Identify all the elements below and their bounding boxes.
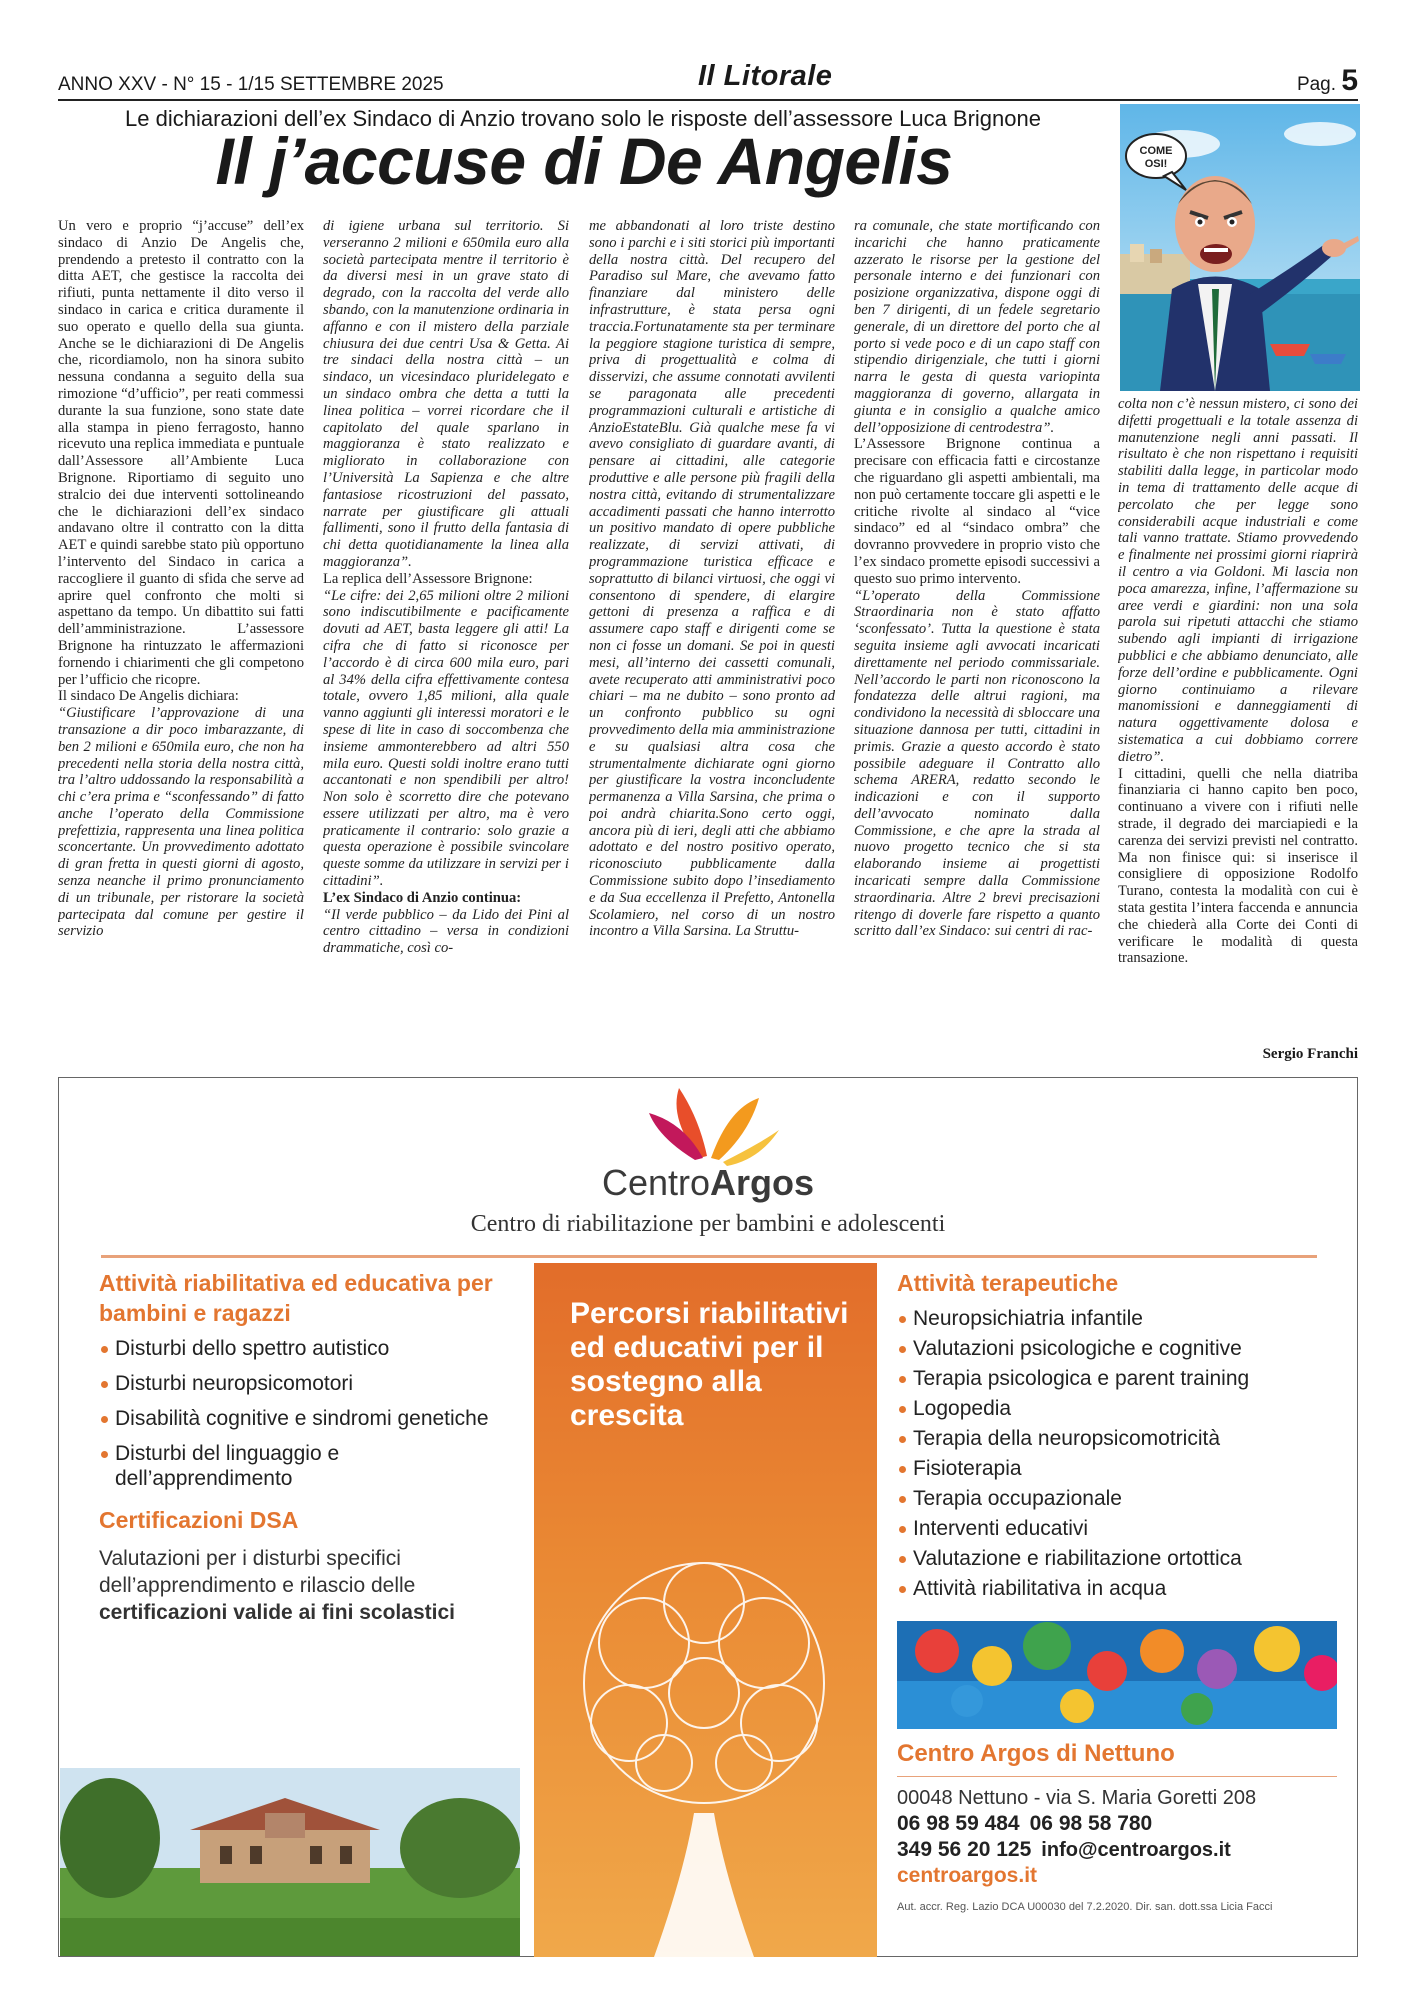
list-item: Disturbi neuropsicomotori [99, 1371, 519, 1396]
page-number-value: 5 [1341, 64, 1358, 97]
article-column-4 [854, 218, 1100, 1062]
accreditation-note: Aut. accr. Reg. Lazio DCA U00030 del 7.2.2020. Dir. san. dott.ssa Licia Facci [897, 1901, 1273, 1913]
article-quote: ra comunale, che state mortificando con incarichi che hanno praticamente azzerato le risorse per la gestione del personale interno e dei funzionari con posizione organizzativa, dispone oggi di ben 7 dirigenti, di un fedele segretario generale, di un direttore del porto che al porto si vede poco e di un capo staff con stipendio dirigenziale, che tutti i giorni narra le gesta di questa variopinta maggioranza di governo, allargata in giunta e in consiglio a qualche amico dell’opposizione di centrodestra”. [854, 218, 1100, 436]
contact-phones [897, 1811, 1337, 1837]
contact-heading: Centro Argos di Nettuno [897, 1740, 1175, 1767]
article-quote: “L’operato della Commissione Straordinaria non è stato affatto ‘sconfessato’. Tutta la questione è stata seguita insieme agli avvocati incaricati direttamente nel periodo commissariale. Nell’accordo le parti non riconoscono la fondatezza delle altrui ragioni, ma condividono la necessità di sbloccare una situazione dannosa per tutti, cittadini in primis. Grazie a questo accordo è stato possibile adeguare il Contratto allo schema ARERA, redatto secondo le indicazioni e con il supporto dell’avvocato nominato dalla Commissione, e che apre la strada al nuovo progetto tecnico che si sta elaborando insieme ai progettisti incaricati sempre dalla Commissione straordinaria. Altre 2 brevi precisazioni ritengo di doverle fare rispetto a quanto scritto dall’ex Sindaco: sui centri di rac- [854, 587, 1100, 940]
list-item: Terapia psicologica e parent training [897, 1366, 1337, 1391]
list-item: Logopedia [897, 1396, 1337, 1421]
ad-header [59, 1078, 1357, 1293]
speech-bubble-line-1: COME [1139, 145, 1173, 157]
ad-divider [101, 1255, 1317, 1258]
article-column-5 [1118, 396, 1358, 1062]
list-item: Interventi educativi [897, 1516, 1337, 1541]
article-paragraph: Il sindaco De Angelis dichiara: [58, 688, 239, 705]
building-photo [60, 1768, 520, 1956]
ad-center-text: Percorsi riabilitativi ed educativi per il sostegno alla crescita [570, 1297, 849, 1432]
list-item: Disturbi dello spettro autistico [99, 1336, 519, 1361]
contact-mobile [897, 1837, 1337, 1863]
issue-info: ANNO XXV - N° 15 - 1/15 SETTEMBRE 2025 [58, 74, 444, 95]
article-column-1 [58, 218, 304, 1062]
list-item: Neuropsichiatria infantile [897, 1306, 1337, 1331]
article-headline: Il j’accuse di De Angelis [215, 124, 953, 198]
article-quote: me abbandonati al loro triste destino sono i parchi e i siti storici più importanti della nostra città. Del recupero del Paradiso sul Mare, che avevamo fatto finanziare dal ministero delle infrastrutture, è stata persa ogni traccia.Fortunatamente sta per terminare la peggiore stagione turistica di sempre, priva di progettualità e colma di disservizi, che assume connotati avvilenti se paragonata alle precedenti programmazioni culturali e artistiche di AnzioEstateBlu. Già qualche mese fa vi avevo consigliato di guardare avanti, di pensare ai cittadini, alle categorie produttive e alle persone più fragili della nostra città, evitando di strumentalizzare accadimenti passati che hanno interrotto un positivo mandato di opere pubbliche realizzate, di servizi attivati, di programmazione turistica efficace e soprattutto di bilanci virtuosi, che oggi vi consentono di spendere, di elargire gettoni di presenza a raffica e di assumere capo staff e dirigenti come se non ci fosse un domani. Se poi in questi mesi, all’interno dei cassetti comunali, avete recuperato atti amministrativi poco chiari – ma ne dubito – sono pronto ad un confronto pubblico su ogni provvedimento della mia amministrazione e su qualsiasi altra cosa che strumentalmente dichiarate ogni giorno per giustificare la vostra inconcludente permanenza a Villa Sarsina, che prima o poi andrà chiarita.Sono certo oggi, ancora più di ieri, degli atti che abbiamo adottato e del nostro positivo operato, riconosciuto pubblicamente dalla Commissione subito dopo l’insediamento e da Sua eccellenza il Prefetto, Antonella Scolamiero, nel corso di un nostro incontro a Villa Sarsina. La Struttu- [589, 218, 835, 940]
cartoon-image [1120, 104, 1360, 391]
list-item: Valutazioni psicologiche e cognitive [897, 1336, 1337, 1361]
article-kicker: Le dichiarazioni dell’ex Sindaco di Anzio trovano solo le risposte dell’assessore Luca Brignone [125, 106, 1041, 131]
list-item: Disturbi del linguaggio e dell’apprendimento [99, 1441, 519, 1491]
ad-center-panel [534, 1263, 877, 1957]
article-quote: “Il verde pubblico – da Lido dei Pini al centro cittadino – versa in condizioni drammatiche, così co- [323, 906, 569, 957]
ad-right-column [897, 1268, 1337, 1606]
list-item: Terapia della neuropsicomotricità [897, 1426, 1337, 1451]
article-quote: “Le cifre: dei 2,65 milioni oltre 2 milioni sono indiscutibilmente e pacificamente dovuti ad AET, basta leggere gli atti! La cifra che di fatto si riconosce per l’accordo è di circa 600 mila euro, pari al 34% della cifra effettivamente contesa totale, ovvero 1,85 milioni, alla quale vanno aggiunti gli interessi moratori e le spese di lite in caso di soccombenza che insieme ammonterebbero ad altri 550 mila euro. Questi soldi inoltre erano tutti accantonati e non spendibili per altro! Non solo è scorretto dire che potevano essere utilizzati per altro, ma è vero praticamente il contrario: solo grazie a questa operazione è possibile svincolare queste somme da utilizzare in servizi per i cittadini”. [323, 587, 569, 890]
masthead-rule [58, 99, 1358, 101]
masthead [58, 62, 1358, 98]
article-column-3 [589, 218, 835, 1062]
ad-contact-block [897, 1738, 1337, 1913]
article-quote: colta non c’è nessun mistero, ci sono dei difetti progettuali e la totale assenza di manutenzione negli anni passati. Il risultato è che non rispettano i requisiti stabiliti dalla legge, in particolar modo in tema di trattamento delle acque di percolato che per legge sono considerabili acque industriali e come tali vanno trattate. Stiamo provvedendo e finalmente nei prossimi giorni riaprirà il centro a via Goldoni. Mi lascia non poca amarezza, infine, l’affermazione su aree verdi e giardini: non una sola parola sui ripetuti attacchi che stiamo subendo agli impianti di irrigazione pubblici e che abbiamo denunciato, alle forze dell’ordine e pubblicamente. Ogni giorno continuiamo a rilevare manomissioni e danneggiamenti di natura oggettivamente dolosa e sistematica a cui dobbiamo correre dietro”. [1118, 396, 1358, 765]
phone-link[interactable]: 06 98 59 484 [897, 1812, 1020, 1835]
cartoon-illustration [1120, 104, 1360, 391]
article-subhead: L’ex Sindaco di Anzio continua: [323, 889, 522, 906]
centro-argos-ad [58, 1077, 1358, 1957]
article-paragraph: Un vero e proprio “j’accuse” dell’ex sindaco di Anzio De Angelis che, prendendo a pretesto il contratto con la ditta AET, che gestisce la raccolta dei rifiuti, punta nettamente il dito verso il sindaco in carica e critica duramente il suo operato e quello della sua giunta. Anche se le dichiarazioni di De Angelis che, ricordiamolo, non ha sinora subito nessuna condanna a seguito della sua rimozione “d’ufficio”, per reati commessi durante la sua funzione, sono state date alla stampa in pieno ferragosto, hanno ricevuto una replica immediata e puntuale dall’Assessore all’Ambiente Luca Brignone. Riportiamo di seguito uno stralcio dei due interventi sottolineando che le dichiarazioni dell’ex sindaco andavano oltre il contratto con la ditta AET e quindi sarebbe stato più opportuno l’intervento del Sindaco in carica a raccogliere il guanto di sfida che serve ad aprire quel confronto che molti si aspettano da tempo. Un dibattito sui fatti dell’amministrazione. L’assessore Brignone ha rintuzzato le affermazioni fornendo i chiarimenti che gli competono per l’ufficio che ricopre. [58, 218, 304, 688]
list-item: Terapia occupazionale [897, 1486, 1337, 1511]
dsa-text: Valutazioni per i disturbi specifici dell’apprendimento e rilascio delle certificazioni valide ai fini scolastici [99, 1547, 455, 1624]
pool-balls-photo [897, 1621, 1337, 1729]
list-item: Valutazione e riabilitazione ortottica [897, 1546, 1337, 1571]
article-paragraph: La replica dell’Assessore Brignone: [323, 570, 533, 587]
author-signature: Sergio Franchi [1262, 1046, 1358, 1062]
article-paragraph: L’Assessore Brignone continua a precisare con efficacia fatti e circostanze che riguardano gli aspetti ambientali, ma non può certamente toccare gli aspetti e le critiche rivolte al sindaco al “vice sindaco” ed al “sindaco ombra” che dovranno provvedere in proprio visto che l’ex sindaco promette episodi successivi a questo suo primo intervento. [854, 436, 1100, 587]
ad-left-list [99, 1336, 519, 1491]
phone-link[interactable]: 06 98 58 780 [1029, 1812, 1153, 1835]
article-quote: di igiene urbana sul territorio. Si verseranno 2 milioni e 650mila euro alla società partecipata mentre il territorio è da diversi mesi in un grave stato di degrado, con la raccolta del verde allo sbando, con la manutenzione ordinaria in affanno e con il mistero della parziale chiusura dei due centri Usa & Getta. Ai tre sindaci della nostra città – un sindaco, un vicesindaco pluridelegato e un sindaco ombra che detta a tutti la linea politica – vorrei ricordare che il capitolato del quale sparlano in maggioranza è stato realizzato e migliorato in collaborazione con l’Università La Sapienza e che altre fantasiose ricostruzioni del passato, narrate per giustificare gli attuali fallimenti, sono il frutto della fantasia di chi detta quotidianamente la linea alla maggioranza”. [323, 218, 569, 570]
phone-link[interactable]: 349 56 20 125 [897, 1838, 1032, 1861]
contact-divider [897, 1776, 1337, 1777]
list-item: Attività riabilitativa in acqua [897, 1576, 1337, 1601]
ad-right-heading: Attività terapeutiche [897, 1270, 1119, 1296]
centro-argos-logo-icon [59, 1078, 1359, 1168]
email-link[interactable]: info@centroargos.it [1041, 1839, 1231, 1861]
ad-left-column [99, 1268, 519, 1626]
article-quote: “Giustificare l’approvazione di una transazione a dir poco imbarazzante, di ben 2 milioni e 650mila euro, che non ha precedenti nella storia della nostra città, tra l’altro uddossando la responsabilità a chi c’era prima e “sconfessando” di fatto anche l’operato della Commissione prefettizia, rappresenta una linea politica sconcertante. Un provvedimento adottato di gran fretta in questi giorni di agosto, senza neanche il primo pronunciamento di un tribunale, per ristorare la società partecipata dal comune per gestire il servizio [58, 705, 304, 940]
ad-tagline: Centro di riabilitazione per bambini e adolescenti [470, 1211, 946, 1237]
contact-address: 00048 Nettuno - via S. Maria Goretti 208 [897, 1787, 1257, 1809]
ad-left-heading: Attività riabilitativa ed educativa per bambini e ragazzi [99, 1270, 493, 1326]
page-number: Pag. 5 [1296, 64, 1358, 97]
dsa-heading: Certificazioni DSA [99, 1507, 299, 1533]
list-item: Fisioterapia [897, 1456, 1337, 1481]
list-item: Disabilità cognitive e sindromi genetiche [99, 1406, 519, 1431]
ad-brand-name: CentroArgos [601, 1162, 815, 1203]
article-column-2 [323, 218, 569, 1062]
newspaper-title: Il Litorale [698, 60, 833, 92]
speech-bubble-line-2: OSI! [1144, 158, 1168, 170]
article-paragraph: I cittadini, quelli che nella diatriba finanziaria ci hanno capito ben poco, continuano a vivere con i rifiuti nelle strade, il degrado dei marciapiedi e la carenza dei servizi previsti nel contratto. Ma non finisce qui: si inserisce il consigliere di opposizione Rodolfo Turano, contesta la modalità con cui è stata gestita l’intera faccenda e annuncia che chiederà alla Corte dei Conti di verificare le modalità di questa transazione. [1118, 765, 1358, 967]
ad-right-list [897, 1306, 1337, 1601]
tree-icon [534, 1523, 877, 1957]
website-link[interactable]: centroargos.it [897, 1864, 1038, 1887]
